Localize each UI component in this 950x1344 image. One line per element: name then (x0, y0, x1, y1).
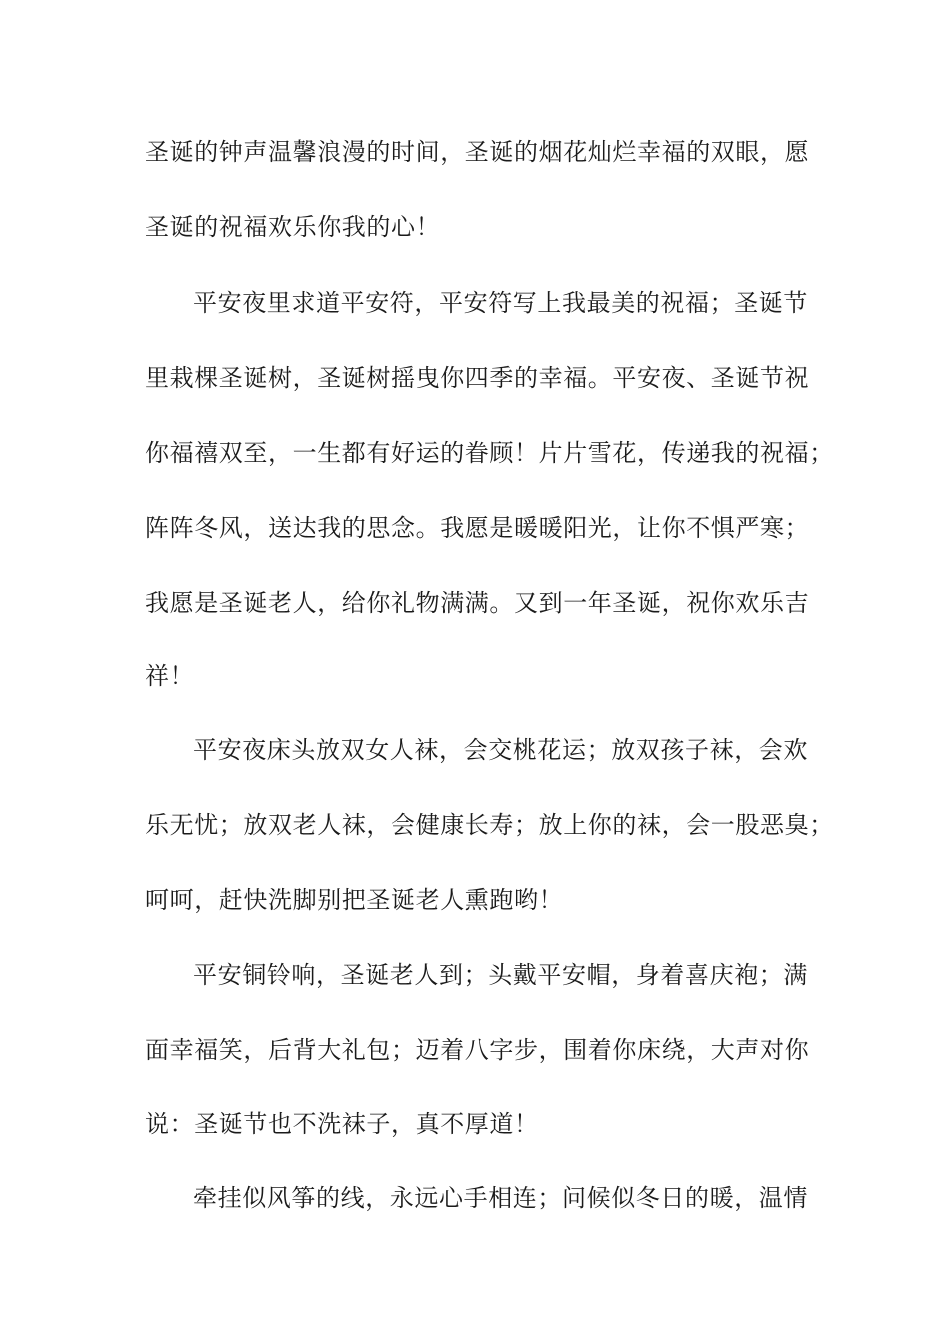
text-line: 面幸福笑，后背大礼包；迈着八字步，围着你床绕，大声对你 (145, 1036, 810, 1064)
text-line: 你福禧双至，一生都有好运的眷顾！片片雪花，传递我的祝福； (145, 439, 834, 467)
text-line: 里栽棵圣诞树，圣诞树摇曳你四季的幸福。平安夜、圣诞节祝 (145, 364, 810, 392)
text-line: 圣诞的钟声温馨浪漫的时间，圣诞的烟花灿烂幸福的双眼，愿 (145, 138, 810, 166)
paragraph-first-line: 牵挂似风筝的线，永远心手相连；问候似冬日的暖，温情 (193, 1184, 808, 1212)
text-line: 阵阵冬风，送达我的思念。我愿是暖暖阳光，让你不惧严寒； (145, 514, 810, 542)
paragraph-first-line: 平安夜里求道平安符，平安符写上我最美的祝福；圣诞节 (193, 289, 808, 317)
paragraph-first-line: 平安夜床头放双女人袜，会交桃花运；放双孩子袜，会欢 (193, 736, 808, 764)
text-line: 乐无忧；放双老人袜，会健康长寿；放上你的袜，会一股恶臭； (145, 811, 834, 839)
text-line: 呵呵，赶快洗脚别把圣诞老人熏跑哟！ (145, 886, 564, 914)
text-line: 祥！ (145, 662, 195, 690)
paragraph-first-line: 平安铜铃响，圣诞老人到；头戴平安帽，身着喜庆袍；满 (193, 961, 808, 989)
text-line: 说：圣诞节也不洗袜子，真不厚道！ (145, 1110, 539, 1138)
text-line: 圣诞的祝福欢乐你我的心！ (145, 213, 441, 241)
text-line: 我愿是圣诞老人，给你礼物满满。又到一年圣诞，祝你欢乐吉 (145, 589, 810, 617)
